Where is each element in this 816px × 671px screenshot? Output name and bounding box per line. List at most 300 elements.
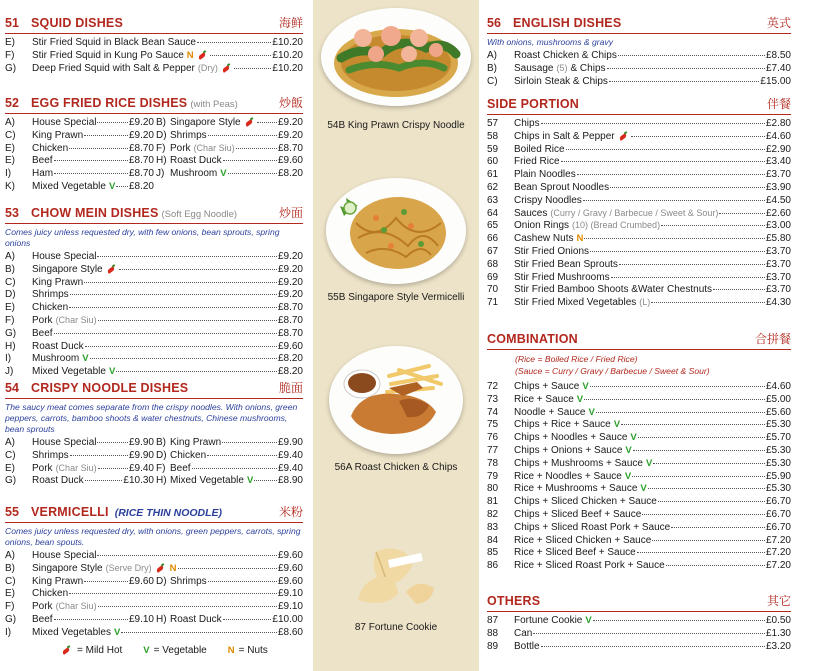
dot-leader: [223, 160, 277, 161]
dot-leader: [85, 346, 277, 347]
vegetable-icon: V: [82, 353, 89, 365]
item-name: Roast Duck: [170, 155, 222, 167]
item-name: Stir Fried Bean Sprouts: [514, 258, 618, 270]
menu-item-pair: [5, 576, 303, 589]
item-price: £9.20: [277, 289, 303, 301]
section-others: [487, 592, 791, 653]
item-code: 70: [487, 284, 499, 296]
item-name: Shrimps: [32, 289, 69, 301]
menu-item: [487, 407, 791, 420]
item-name: Chips + Onions + Sauce: [514, 444, 623, 456]
dot-leader: [593, 620, 765, 621]
menu-item: [487, 169, 791, 182]
item-price: £2.60: [765, 207, 791, 219]
item-code: 78: [487, 457, 499, 469]
item-name: Singapore Style: [170, 117, 241, 128]
vegetable-icon: V: [582, 381, 589, 392]
dot-leader: [70, 455, 128, 456]
item-name: Rice + Sliced Beef + Sauce: [514, 547, 636, 559]
menu-item: [5, 37, 303, 50]
dot-leader: [97, 555, 276, 556]
dot-leader: [192, 468, 277, 469]
item-code: 77: [487, 444, 499, 456]
menu-item: [5, 130, 154, 141]
item-price: £9.90: [277, 437, 303, 448]
item-price: £9.60: [277, 575, 303, 587]
item-name: Singapore Style: [32, 263, 103, 275]
item-name: Rice + Sauce: [514, 393, 574, 405]
dot-leader: [97, 256, 276, 257]
section-title: SIDE PORTION: [487, 97, 579, 111]
dot-leader: [121, 632, 277, 633]
dot-leader: [116, 371, 277, 372]
section-subtitle: (with Peas): [190, 99, 238, 110]
dish-image: [326, 178, 466, 284]
dot-leader: [577, 174, 765, 175]
menu-item: [487, 131, 791, 144]
item-name: Roast Chicken & Chips: [514, 50, 617, 61]
item-extra: (Curry / Gravy / Barbecue / Sweet & Sour): [550, 207, 719, 218]
menu-item: [5, 168, 154, 179]
dot-leader: [208, 135, 277, 136]
menu-item: [487, 50, 791, 63]
dot-leader: [223, 619, 272, 620]
menu-item: [5, 588, 303, 601]
item-name: Rice + Mushrooms + Sauce: [514, 483, 638, 495]
menu-item: [487, 547, 791, 560]
item-code: A): [5, 117, 15, 128]
item-price: £1.30: [765, 627, 791, 639]
section-title: ENGLISH DISHES: [513, 16, 622, 30]
item-code: J): [156, 168, 165, 180]
menu-item: [487, 381, 791, 394]
photo-caption: 87 Fortune Cookie: [354, 622, 438, 633]
item-name: Stir Fried Squid in Black Bean Sauce: [32, 37, 196, 48]
section-header: [5, 204, 303, 224]
section-chinese-title: 其它: [766, 594, 791, 608]
item-name: Roast Duck: [32, 340, 84, 352]
menu-item: [154, 576, 303, 587]
menu-item: [487, 233, 791, 246]
menu-item: [487, 156, 791, 169]
item-code: H): [156, 155, 167, 167]
menu-item: [487, 195, 791, 208]
photo-caption: 56A Roast Chicken & Chips: [334, 462, 458, 473]
section-note: (Rice = Boiled Rice / Fried Rice): [515, 354, 638, 364]
item-code: 59: [487, 143, 499, 155]
item-code: G): [5, 62, 17, 74]
item-price: £8.70: [128, 142, 154, 154]
item-code: 69: [487, 271, 499, 283]
item-code: G): [5, 475, 17, 487]
dot-leader: [234, 68, 272, 69]
chili-icon: [106, 266, 115, 274]
item-name: King Prawn: [32, 575, 84, 587]
item-price: £15.00: [760, 75, 791, 87]
dot-leader: [590, 251, 765, 252]
item-extra: (Serve Dry): [105, 562, 152, 573]
item-code: F): [5, 314, 15, 326]
item-price: £2.90: [765, 143, 791, 155]
item-code: 60: [487, 156, 499, 168]
dot-leader: [90, 358, 277, 359]
section-header: [5, 379, 303, 399]
item-name: Shrimps: [170, 129, 207, 141]
item-code: 75: [487, 419, 499, 431]
item-name: Stir Fried Bamboo Shoots &Water Chestnuts: [514, 284, 713, 296]
item-price: £4.60: [765, 381, 791, 392]
dot-leader: [210, 55, 272, 56]
menu-item: [154, 614, 303, 625]
dot-leader: [719, 213, 765, 214]
item-code: 67: [487, 245, 499, 257]
menu-item: [487, 483, 791, 496]
dot-leader: [583, 200, 765, 201]
menu-item-pair: [5, 117, 303, 130]
dot-leader: [236, 148, 277, 149]
item-code: F): [5, 601, 15, 613]
menu-item: [487, 509, 791, 522]
item-price: £7.40: [765, 62, 791, 74]
item-code: E): [5, 142, 15, 154]
dot-leader: [116, 186, 128, 187]
item-code: I): [5, 353, 12, 365]
item-price: £8.70: [277, 142, 303, 154]
item-name: Mushroom: [32, 353, 80, 365]
item-code: 71: [487, 297, 499, 309]
menu-item: [487, 641, 791, 654]
item-code: 81: [487, 496, 499, 508]
section-number: 54: [5, 381, 19, 395]
dot-leader: [596, 412, 765, 413]
dot-leader: [54, 619, 128, 620]
item-name: Onion Rings: [514, 220, 570, 232]
item-extra: (10) (Bread Crumbed): [572, 220, 661, 231]
section-number: 51: [5, 16, 19, 30]
item-code: 66: [487, 233, 499, 245]
item-code: B): [5, 263, 15, 275]
menu-item: [5, 315, 303, 328]
item-price: £8.20: [277, 353, 303, 365]
dot-leader: [533, 633, 765, 634]
item-code: H): [156, 613, 167, 625]
menu-item: [5, 614, 154, 625]
item-price: £5.80: [765, 233, 791, 245]
item-name: Chips + Sauce: [514, 381, 580, 392]
item-code: B): [5, 562, 15, 574]
dish-image: [336, 542, 456, 612]
legend-mild-hot: = Mild Hot: [77, 645, 123, 656]
item-name: Pork: [170, 142, 191, 154]
section-title: VERMICELLI: [31, 505, 109, 519]
section-side-portion: [487, 95, 791, 310]
item-code: E): [5, 155, 15, 167]
item-code: 80: [487, 483, 499, 495]
photo-fortune-cookie: [313, 542, 479, 633]
dot-leader: [590, 386, 765, 387]
menu-item: [487, 182, 791, 195]
menu-item-pair: [5, 475, 303, 488]
dot-leader: [222, 442, 277, 443]
menu-item: [487, 259, 791, 272]
item-name: Roast Duck: [170, 613, 222, 625]
dot-leader: [54, 160, 128, 161]
section-chinese-title: 米粉: [278, 505, 303, 519]
section-header: [487, 14, 791, 34]
item-price: £4.50: [765, 194, 791, 206]
item-price: £6.70: [765, 508, 791, 520]
photo-singapore-vermicelli: [313, 178, 479, 303]
dot-leader: [632, 476, 765, 477]
item-name: King Prawn: [32, 129, 84, 141]
menu-item: [154, 475, 303, 486]
item-price: £10.00: [272, 613, 303, 625]
section-squid-dishes: [5, 14, 303, 75]
item-extra: (L): [639, 297, 651, 308]
dot-leader: [119, 269, 277, 270]
item-code: A): [487, 50, 497, 61]
vegetable-icon: V: [220, 168, 227, 180]
menu-item: [487, 628, 791, 641]
menu-item-pair: [5, 463, 303, 476]
item-name: Chips + Mushrooms + Sauce: [514, 457, 643, 469]
item-price: £9.20: [128, 117, 154, 128]
menu-item: [5, 450, 154, 461]
vegetable-icon: V: [108, 180, 116, 192]
item-code: D): [5, 289, 16, 301]
section-chinese-title: 合拼餐: [754, 332, 791, 346]
vegetable-icon: V: [143, 645, 150, 656]
item-name: Crispy Noodles: [514, 194, 582, 206]
item-name: Stir Fried Mushrooms: [514, 271, 610, 283]
menu-item: [154, 450, 303, 461]
item-name: Bottle: [514, 640, 540, 652]
item-price: £9.60: [277, 340, 303, 352]
item-name: Beef: [32, 613, 53, 625]
item-price: £8.20: [277, 168, 303, 180]
item-price: £9.10: [128, 613, 154, 625]
dot-leader: [561, 161, 765, 162]
item-code: A): [5, 251, 15, 262]
section-number: 53: [5, 206, 19, 220]
item-name: Pork: [32, 462, 53, 474]
item-price: £3.70: [765, 258, 791, 270]
section-egg-fried-rice: [5, 94, 303, 194]
section-chow-mein: [5, 204, 303, 379]
dot-leader: [619, 264, 765, 265]
item-price: £7.20: [765, 534, 791, 546]
dot-leader: [84, 282, 277, 283]
item-code: F): [156, 142, 166, 154]
item-price: £8.90: [277, 475, 303, 487]
item-name: Sirloin Steak & Chips: [514, 75, 608, 87]
item-name: Chips + Rice + Sauce: [514, 419, 611, 431]
item-code: H): [5, 340, 16, 352]
item-price: £10.20: [272, 37, 303, 48]
item-name: Mixed Vegetables: [32, 626, 111, 638]
item-price: £9.10: [277, 588, 303, 600]
item-price: £3.40: [765, 156, 791, 168]
item-name: Sausage: [514, 62, 554, 74]
item-code: F): [5, 49, 15, 61]
section-subtitle: (RICE THIN NOODLE): [114, 507, 223, 519]
menu-item-pair: [5, 155, 303, 168]
dot-leader: [638, 437, 765, 438]
menu-item: [5, 328, 303, 341]
item-name: Beef: [32, 155, 53, 167]
menu-item: [154, 168, 303, 179]
photo-king-prawn-crispy-noodle: [313, 8, 479, 131]
item-price: £9.20: [277, 251, 303, 262]
section-note: The saucy meat comes separate from the crispy noodles. With onions, green peppers, carrots, bamboo shoots & water chestnuts, Chinese mushrooms, bean sprouts: [5, 402, 298, 434]
item-code: C): [5, 276, 16, 288]
dot-leader: [637, 552, 765, 553]
item-code: G): [5, 327, 17, 339]
item-code: 83: [487, 521, 499, 533]
item-code: 64: [487, 207, 499, 219]
item-code: 84: [487, 534, 499, 546]
item-price: £8.20: [277, 366, 303, 378]
menu-item: [487, 272, 791, 285]
section-note: With onions, mushrooms & gravy: [487, 37, 614, 47]
dot-leader: [566, 149, 765, 150]
legend: [58, 645, 268, 656]
dot-leader: [652, 540, 765, 541]
dot-leader: [658, 501, 765, 502]
item-price: £9.90: [128, 437, 154, 448]
dot-leader: [651, 302, 765, 303]
dish-image: [321, 8, 471, 106]
vegetable-icon: V: [630, 432, 637, 444]
item-code: B): [156, 117, 166, 128]
menu-item: [487, 144, 791, 157]
section-title: CRISPY NOODLE DISHES: [31, 381, 189, 395]
menu-item: [5, 155, 154, 166]
item-code: 73: [487, 393, 499, 405]
item-name: Cashew Nuts: [514, 233, 574, 245]
chili-icon: [155, 565, 164, 573]
item-name: King Prawn: [32, 276, 84, 288]
section-number: 55: [5, 505, 19, 519]
vegetable-icon: V: [645, 457, 653, 469]
item-price: £10.30: [123, 475, 154, 487]
menu-item: [5, 302, 303, 315]
menu-item: [5, 576, 154, 587]
menu-item: [487, 284, 791, 297]
item-code: D): [156, 449, 167, 461]
section-header: [5, 14, 303, 34]
item-price: £7.20: [765, 560, 791, 572]
menu-item: [487, 560, 791, 573]
chili-icon: [62, 647, 71, 655]
item-code: 65: [487, 220, 499, 232]
vegetable-icon: V: [588, 406, 595, 418]
menu-item-pair: [5, 450, 303, 463]
menu-item: [5, 264, 303, 277]
item-price: £10.20: [272, 49, 303, 61]
item-name: Rice + Noodles + Sauce: [514, 470, 622, 482]
item-price: £3.70: [765, 245, 791, 257]
menu-item-pair: [5, 143, 303, 156]
photo-roast-chicken-chips: [313, 346, 479, 473]
item-code: G): [5, 613, 17, 625]
item-extra: (Char Siu): [55, 314, 97, 325]
menu-item-pair: [5, 130, 303, 143]
menu-item: [5, 289, 303, 302]
item-name: Stir Fried Squid in Kung Po Sauce: [32, 49, 184, 61]
dot-leader: [254, 480, 277, 481]
section-header: [487, 330, 791, 350]
menu-item: [487, 445, 791, 458]
menu-item: [487, 63, 791, 76]
vegetable-icon: V: [585, 615, 592, 626]
item-code: H): [156, 475, 167, 487]
item-price: £5.70: [765, 432, 791, 444]
menu-item: [154, 463, 303, 474]
menu-item: [5, 627, 303, 640]
dot-leader: [69, 593, 277, 594]
menu-item: [487, 208, 791, 221]
item-code: 86: [487, 560, 499, 572]
menu-item: [487, 432, 791, 445]
item-price: £10.20: [272, 62, 303, 74]
dot-leader: [54, 173, 128, 174]
photo-column: [313, 0, 479, 671]
item-price: £8.60: [277, 626, 303, 638]
item-price: £6.70: [765, 496, 791, 508]
section-header: [5, 503, 303, 523]
item-price: £8.70: [277, 302, 303, 314]
item-name: Beef: [170, 462, 191, 474]
section-note: Comes juicy unless requested dry, with few onions, bean sprouts, spring onions: [5, 227, 280, 248]
dot-leader: [541, 646, 765, 647]
dot-leader: [197, 42, 271, 43]
menu-item: [5, 341, 303, 354]
menu-item: [487, 76, 791, 89]
item-price: £3.20: [765, 640, 791, 652]
item-name: Rice + Sliced Chicken + Sauce: [514, 534, 652, 546]
item-price: £9.40: [277, 449, 303, 461]
item-name: Shrimps: [170, 575, 207, 587]
item-code: C): [487, 75, 498, 87]
vegetable-icon: V: [246, 475, 254, 487]
item-name: Fortune Cookie: [514, 615, 583, 626]
section-title: SQUID DISHES: [31, 16, 123, 30]
menu-item: [487, 297, 791, 310]
photo-caption: 55B Singapore Style Vermicelli: [327, 292, 465, 303]
item-price: £9.40: [128, 462, 154, 474]
menu-item: [5, 601, 303, 614]
item-name: Chicken: [32, 142, 69, 154]
item-extra: (Char Siu): [55, 462, 97, 473]
section-chinese-title: 炒飯: [278, 96, 303, 110]
menu-item: [5, 181, 154, 192]
section-title: COMBINATION: [487, 332, 578, 346]
dot-leader: [609, 81, 759, 82]
item-price: £8.70: [128, 168, 154, 180]
section-crispy-noodle: [5, 379, 303, 488]
item-code: 57: [487, 118, 499, 129]
item-price: £5.00: [765, 393, 791, 405]
menu-item: [487, 419, 791, 432]
menu-item: [154, 117, 303, 128]
menu-item: [154, 130, 303, 141]
item-code: 72: [487, 381, 499, 392]
item-price: £3.00: [765, 220, 791, 232]
menu-item: [487, 615, 791, 628]
item-code: 76: [487, 432, 499, 444]
item-extra: (5): [556, 62, 568, 73]
